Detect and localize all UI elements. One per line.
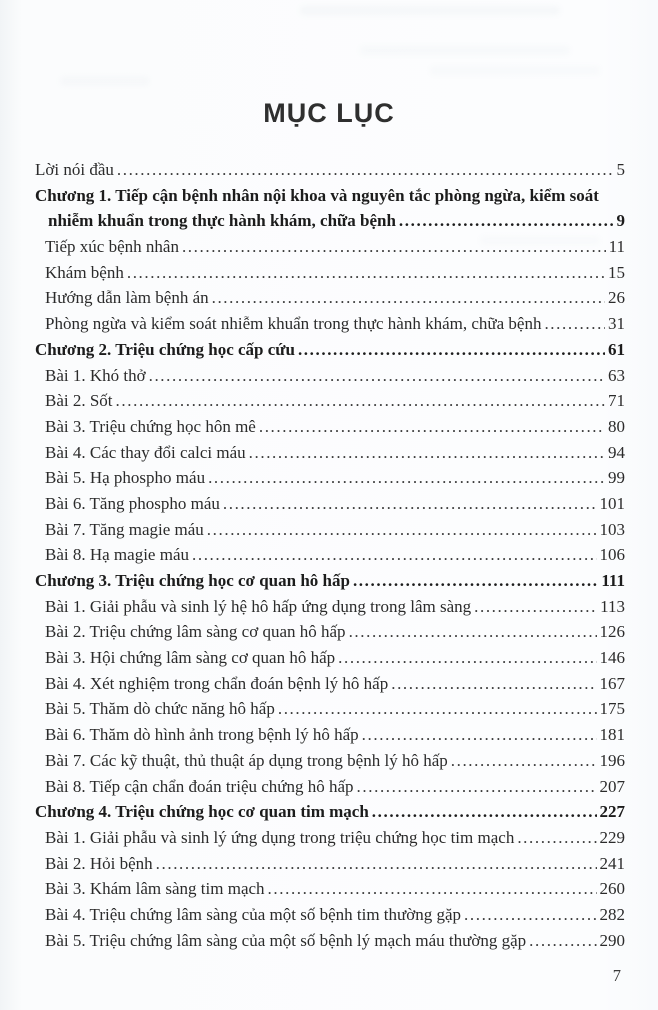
dot-leader: [399, 211, 614, 231]
toc-entry-row: [35, 314, 625, 340]
toc-entry-row: [35, 160, 625, 186]
toc-entry-label: Bài 1. Giải phẫu và sinh lý ứng dụng trong triệu chứng học tim mạch: [45, 827, 515, 847]
toc-entry-label: nhiễm khuẩn trong thực hành khám, chữa bệnh: [48, 211, 396, 231]
toc-entry-label: Bài 3. Triệu chứng học hôn mê: [45, 416, 256, 436]
toc-entry-row: [35, 854, 625, 880]
toc-entry-label: Hướng dẫn làm bệnh án: [45, 288, 209, 308]
toc-entry: [35, 160, 625, 186]
toc-entry-page: 94: [608, 442, 625, 462]
toc-entry-text-line1: Chương 1. Tiếp cận bệnh nhân nội khoa và nguyên tắc phòng ngừa, kiểm soát: [35, 185, 599, 205]
dot-leader: [391, 674, 596, 694]
toc-entry-label: Khám bệnh: [45, 262, 124, 282]
dot-leader: [349, 622, 597, 642]
toc-entry-page: 146: [599, 648, 625, 668]
toc-entry-label: Bài 1. Giải phẫu và sinh lý hệ hô hấp ứng dụng trong lâm sàng: [45, 596, 472, 616]
toc-entry-page: 5: [616, 160, 625, 179]
table-of-contents: [35, 160, 625, 956]
toc-entry-label: Bài 7. Các kỹ thuật, thủ thuật áp dụng trong bệnh lý hô hấp: [45, 750, 448, 770]
toc-entry: [35, 237, 625, 263]
toc-entry-page: 61: [608, 339, 625, 359]
dot-leader: [362, 725, 597, 745]
toc-entry-label: Bài 2. Hỏi bệnh: [45, 853, 153, 873]
toc-entry: [35, 597, 625, 623]
toc-entry-row: [35, 468, 625, 494]
toc-entry-page: 229: [599, 827, 625, 847]
toc-entry-page: 241: [599, 853, 625, 873]
toc-entry: [35, 340, 625, 366]
toc-entry-row: [35, 494, 625, 520]
toc-entry-page: 63: [608, 365, 625, 385]
toc-entry-label: Chương 3. Triệu chứng học cơ quan hô hấp: [35, 571, 350, 590]
toc-entry-label: Bài 8. Tiếp cận chẩn đoán triệu chứng hô hấp: [45, 776, 354, 796]
toc-entry: [35, 802, 625, 828]
toc-entry-row: [35, 288, 625, 314]
toc-entry-label: Bài 3. Khám lâm sàng tim mạch: [45, 879, 265, 899]
dot-leader: [278, 699, 597, 719]
toc-entry-page: 106: [599, 545, 625, 565]
toc-entry-page: 111: [601, 571, 625, 590]
dot-leader: [249, 443, 605, 463]
dot-leader: [268, 879, 597, 899]
toc-entry-row: [35, 366, 625, 392]
toc-entry-label: Bài 2. Triệu chứng lâm sàng cơ quan hô hấp: [45, 622, 346, 642]
toc-entry: [35, 854, 625, 880]
toc-entry-page: 196: [599, 750, 625, 770]
toc-entry-page: 207: [599, 776, 625, 796]
toc-entry: [35, 648, 625, 674]
toc-entry-row: [35, 237, 625, 263]
toc-entry-row: [35, 751, 625, 777]
dot-leader: [116, 391, 605, 411]
dot-leader: [117, 160, 614, 180]
page-title: MỤC LỤC: [263, 98, 395, 128]
toc-entry: [35, 777, 625, 803]
toc-entry-page: 15: [608, 262, 625, 282]
dot-leader: [517, 828, 596, 848]
dot-leader: [372, 802, 597, 822]
toc-entry-row: [35, 263, 625, 289]
dot-leader: [298, 340, 605, 360]
toc-entry: [35, 674, 625, 700]
toc-entry-page: 101: [599, 493, 625, 513]
toc-entry: [35, 905, 625, 931]
toc-entry-label: Chương 4. Triệu chứng học cơ quan tim mạch: [35, 802, 369, 822]
page-number: 7: [612, 966, 621, 985]
toc-entry-row: [35, 828, 625, 854]
toc-entry: [35, 468, 625, 494]
toc-entry-row: [35, 648, 625, 674]
toc-entry-page: 290: [599, 930, 625, 950]
toc-entry-row: [35, 520, 625, 546]
dot-leader: [474, 597, 597, 617]
toc-entry: [35, 699, 625, 725]
toc-entry-label: Bài 5. Triệu chứng lâm sàng của một số bệnh lý mạch máu thường gặp: [45, 930, 527, 950]
toc-entry-label: Bài 8. Hạ magie máu: [45, 545, 189, 565]
toc-entry-row: [35, 699, 625, 725]
dot-leader: [208, 468, 605, 488]
toc-entry-page: 11: [608, 237, 625, 257]
toc-entry: [35, 366, 625, 392]
toc-entry: [35, 879, 625, 905]
toc-entry-row: [35, 725, 625, 751]
toc-entry: [35, 417, 625, 443]
toc-entry-row: [35, 622, 625, 648]
toc-entry-page: 181: [599, 725, 625, 745]
toc-entry-row: [35, 571, 625, 597]
toc-entry: [35, 288, 625, 314]
toc-entry-page: 31: [608, 314, 625, 334]
toc-entry-page: 26: [608, 288, 625, 308]
toc-entry: [35, 622, 625, 648]
dot-leader: [357, 777, 597, 797]
toc-entry: [35, 571, 625, 597]
toc-entry-page: 260: [599, 879, 625, 899]
dot-leader: [223, 494, 597, 514]
toc-entry: [35, 186, 625, 237]
dot-leader: [127, 263, 605, 283]
dot-leader: [353, 571, 598, 591]
toc-entry-label: Bài 3. Hội chứng lâm sàng cơ quan hô hấp: [45, 648, 336, 668]
toc-entry-label: Bài 5. Hạ phospho máu: [45, 468, 206, 488]
toc-entry-row: [35, 905, 625, 931]
toc-entry-page: 167: [599, 673, 625, 693]
dot-leader: [544, 314, 605, 334]
dot-leader: [529, 931, 596, 951]
toc-entry-row: [35, 931, 625, 957]
toc-entry-page: 103: [599, 519, 625, 539]
toc-entry: [35, 520, 625, 546]
toc-entry-page: 227: [599, 802, 625, 822]
dot-leader: [182, 237, 606, 257]
toc-entry-page: 80: [608, 416, 625, 436]
toc-entry-row: [35, 443, 625, 469]
toc-entry-label: Phòng ngừa và kiểm soát nhiễm khuẩn trong thực hành khám, chữa bệnh: [45, 314, 542, 334]
toc-entry-label: Bài 4. Triệu chứng lâm sàng của một số bệnh tim thường gặp: [45, 904, 462, 924]
toc-entry-page: 126: [599, 622, 625, 642]
dot-leader: [149, 366, 605, 386]
toc-entry-label: Tiếp xúc bệnh nhân: [45, 237, 179, 257]
dot-leader: [338, 648, 596, 668]
toc-entry-row: [35, 417, 625, 443]
toc-entry-page: 71: [608, 391, 625, 411]
dot-leader: [207, 520, 597, 540]
dot-leader: [451, 751, 597, 771]
toc-entry-page: 9: [616, 211, 625, 231]
toc-entry-page: 175: [599, 699, 625, 719]
toc-entry: [35, 828, 625, 854]
dot-leader: [212, 288, 605, 308]
toc-entry-row: [35, 777, 625, 803]
toc-entry-row: [35, 674, 625, 700]
toc-entry-row: [35, 802, 625, 828]
toc-entry-label: Bài 4. Các thay đổi calci máu: [45, 442, 246, 462]
toc-entry-label: Lời nói đầu: [35, 160, 114, 179]
toc-entry-page: 113: [600, 596, 625, 616]
toc-entry: [35, 263, 625, 289]
toc-entry: [35, 314, 625, 340]
toc-entry-label: Bài 4. Xét nghiệm trong chẩn đoán bệnh lý hô hấp: [45, 673, 389, 693]
dot-leader: [259, 417, 605, 437]
dot-leader: [192, 545, 597, 565]
toc-entry-label: Bài 6. Tăng phospho máu: [45, 493, 220, 513]
toc-entry: [35, 931, 625, 957]
toc-entry-page: 99: [608, 468, 625, 488]
toc-entry-row: [35, 597, 625, 623]
toc-entry: [35, 751, 625, 777]
toc-entry-row: [35, 545, 625, 571]
toc-entry-label: Chương 2. Triệu chứng học cấp cứu: [35, 339, 295, 359]
dot-leader: [464, 905, 596, 925]
toc-entry: [35, 725, 625, 751]
toc-entry: [35, 391, 625, 417]
toc-entry-row: [35, 391, 625, 417]
toc-entry-label: Bài 5. Thăm dò chức năng hô hấp: [45, 699, 275, 719]
toc-entry-page: 282: [599, 904, 625, 924]
dot-leader: [156, 854, 597, 874]
toc-entry: [35, 545, 625, 571]
toc-entry-label: Bài 7. Tăng magie máu: [45, 519, 204, 539]
toc-entry-label: Bài 2. Sốt: [45, 391, 113, 411]
toc-entry-row: [35, 211, 625, 237]
toc-entry: [35, 494, 625, 520]
toc-entry-label: Bài 6. Thăm dò hình ảnh trong bệnh lý hô hấp: [45, 725, 359, 745]
toc-entry: [35, 443, 625, 469]
toc-entry-row: [35, 340, 625, 366]
toc-entry-row: [35, 879, 625, 905]
toc-entry-label: Bài 1. Khó thở: [45, 365, 146, 385]
